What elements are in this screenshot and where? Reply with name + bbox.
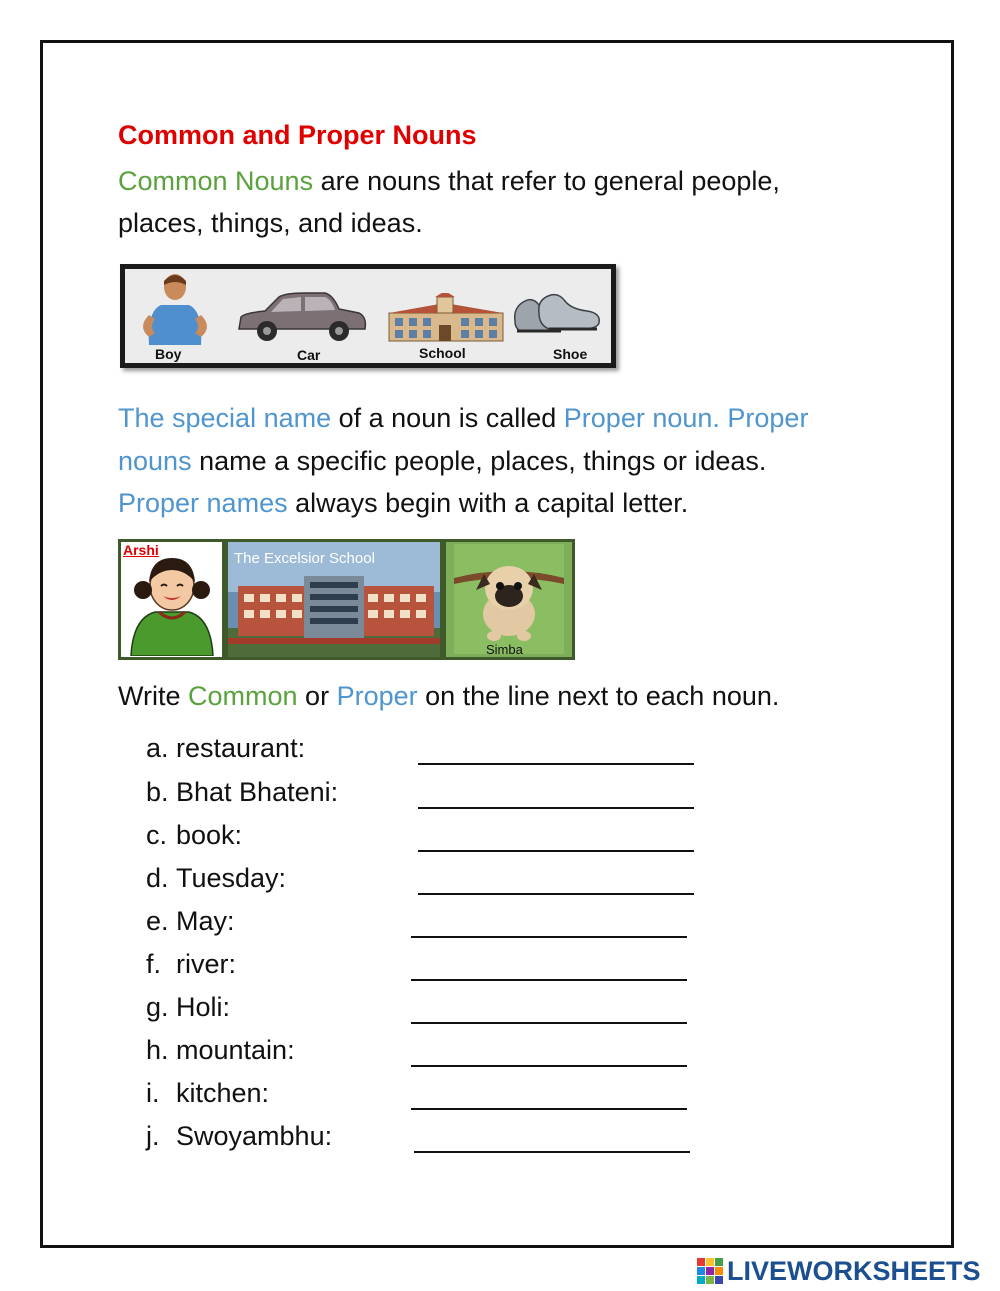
- school-building-icon: [387, 293, 505, 343]
- instruction-text-2: or: [297, 681, 337, 711]
- proper-definition-line-1: [118, 397, 808, 439]
- answer-line-holi[interactable]: [411, 1022, 687, 1024]
- item-word: kitchen:: [176, 1078, 270, 1108]
- item-word: Tuesday:: [176, 863, 287, 893]
- proper-definition-text-2: name a specific people, places, things or ideas.: [191, 446, 767, 476]
- item-letter: a.: [146, 733, 169, 763]
- proper-option-highlight: Proper: [336, 681, 418, 711]
- common-option-highlight: Common: [188, 681, 298, 711]
- proper-definition-text-3: always begin with a capital letter.: [287, 488, 689, 518]
- item-word: restaurant:: [176, 733, 306, 763]
- girl-icon: [125, 548, 219, 656]
- common-nouns-highlight: Common Nouns: [118, 166, 314, 196]
- item-letter: b.: [146, 777, 169, 807]
- item-word: Swoyambhu:: [176, 1121, 333, 1151]
- picture-label-excelsior-school: The Excelsior School: [234, 550, 375, 567]
- item-word: book:: [176, 820, 243, 850]
- common-nouns-picture-strip: [120, 264, 616, 368]
- item-letter: f.: [146, 949, 162, 979]
- picture-label-car: Car: [297, 347, 321, 363]
- answer-line-restaurant[interactable]: [418, 763, 694, 765]
- common-definition-line-1: [118, 160, 780, 202]
- instruction-text-3: on the line next to each noun.: [417, 681, 780, 711]
- pug-dog-icon: [454, 544, 564, 654]
- item-letter: e.: [146, 906, 169, 936]
- proper-names-highlight: Proper names: [118, 488, 288, 518]
- item-letter: c.: [146, 820, 168, 850]
- item-word: May:: [176, 906, 235, 936]
- item-letter: i.: [146, 1078, 160, 1108]
- item-letter: g.: [146, 992, 169, 1022]
- answer-line-kitchen[interactable]: [411, 1108, 687, 1110]
- proper-nouns-picture-strip: [118, 539, 575, 660]
- picture-label-school: School: [419, 345, 466, 361]
- answer-line-river[interactable]: [411, 979, 687, 981]
- answer-line-mountain[interactable]: [411, 1065, 687, 1067]
- simba-panel: [446, 542, 572, 657]
- answer-line-bhat-bhateni[interactable]: [418, 807, 694, 809]
- picture-label-arshi: Arshi: [123, 542, 159, 558]
- boy-icon: [135, 271, 215, 347]
- item-letter: h.: [146, 1035, 169, 1065]
- item-word: Holi:: [176, 992, 231, 1022]
- common-definition-line-2: places, things, and ideas.: [118, 208, 423, 238]
- shoes-icon: [509, 291, 605, 341]
- picture-label-simba: Simba: [486, 642, 523, 657]
- item-word: mountain:: [176, 1035, 295, 1065]
- worksheet-title: Common and Proper Nouns: [118, 120, 477, 150]
- proper-definition-text-1: of a noun is called: [331, 403, 564, 433]
- common-definition-text: are nouns that refer to general people,: [313, 166, 780, 196]
- answer-line-book[interactable]: [418, 850, 694, 852]
- arshi-panel: [121, 542, 222, 657]
- item-word: river:: [176, 949, 236, 979]
- item-word: Bhat Bhateni:: [176, 777, 339, 807]
- instruction-text-1: Write: [118, 681, 189, 711]
- nouns-highlight: nouns: [118, 446, 192, 476]
- proper-noun-highlight: Proper noun. Proper: [563, 403, 809, 433]
- school-photo-panel: [228, 542, 440, 657]
- proper-definition-line-3: [118, 482, 688, 524]
- answer-line-may[interactable]: [411, 936, 687, 938]
- picture-label-shoe: Shoe: [553, 346, 588, 362]
- instruction-line: [118, 675, 779, 717]
- item-letter: j.: [146, 1121, 160, 1151]
- car-icon: [235, 291, 369, 343]
- proper-definition-line-2: [118, 440, 766, 482]
- answer-line-swoyambhu[interactable]: [414, 1151, 690, 1153]
- liveworksheets-logo-icon: [697, 1258, 723, 1284]
- special-name-highlight: The special name: [118, 403, 332, 433]
- answer-line-tuesday[interactable]: [418, 893, 694, 895]
- picture-label-boy: Boy: [155, 346, 182, 362]
- item-letter: d.: [146, 863, 169, 893]
- brand-name: LIVEWORKSHEETS: [727, 1256, 981, 1286]
